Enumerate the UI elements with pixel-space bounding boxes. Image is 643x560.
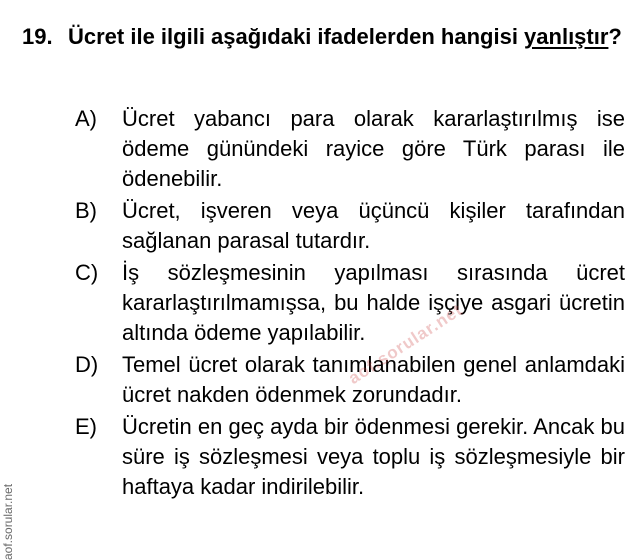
question-mark: ? xyxy=(608,24,622,49)
question xyxy=(22,22,622,52)
option-text: Ücret yabancı para olarak kararlaştırılmış ise ödeme günündeki rayice göre Türk parası ile ödenebilir. xyxy=(122,106,625,191)
option-letter: D) xyxy=(75,352,99,377)
option-b[interactable] xyxy=(75,196,625,256)
answer-options xyxy=(75,104,625,504)
option-a[interactable] xyxy=(75,104,625,194)
question-number: 19. xyxy=(22,24,53,49)
watermark-side: aof.sorular.net xyxy=(1,483,15,560)
question-text-main: Ücret ile ilgili aşağıdaki ifadelerden hangisi xyxy=(68,24,525,49)
option-e[interactable] xyxy=(75,412,625,502)
option-letter: B) xyxy=(75,198,97,223)
option-text: İş sözleşmesinin yapılması sırasında ücret kararlaştırılmamışsa, bu halde işçiye asgari ücretin altında ödeme yapılabilir. xyxy=(122,260,625,345)
option-text: Ücret, işveren veya üçüncü kişiler tarafından sağlanan parasal tutardır. xyxy=(122,198,625,253)
question-keyword-underlined: yanlıştır xyxy=(524,24,609,49)
option-letter: E) xyxy=(75,414,97,439)
option-c[interactable] xyxy=(75,258,625,348)
question-text xyxy=(68,22,622,52)
option-letter: C) xyxy=(75,260,99,285)
watermark-center: aof.sorular.net xyxy=(345,300,467,388)
option-text: Temel ücret olarak tanımlanabilen genel anlamdaki ücret nakden ödenmek zorundadır. xyxy=(122,352,625,407)
option-letter: A) xyxy=(75,106,97,131)
option-text: Ücretin en geç ayda bir ödenmesi gerekir. Ancak bu süre iş sözleşmesi veya toplu iş sözleşmesiyle bir haftaya kadar indirilebilir. xyxy=(122,414,625,499)
